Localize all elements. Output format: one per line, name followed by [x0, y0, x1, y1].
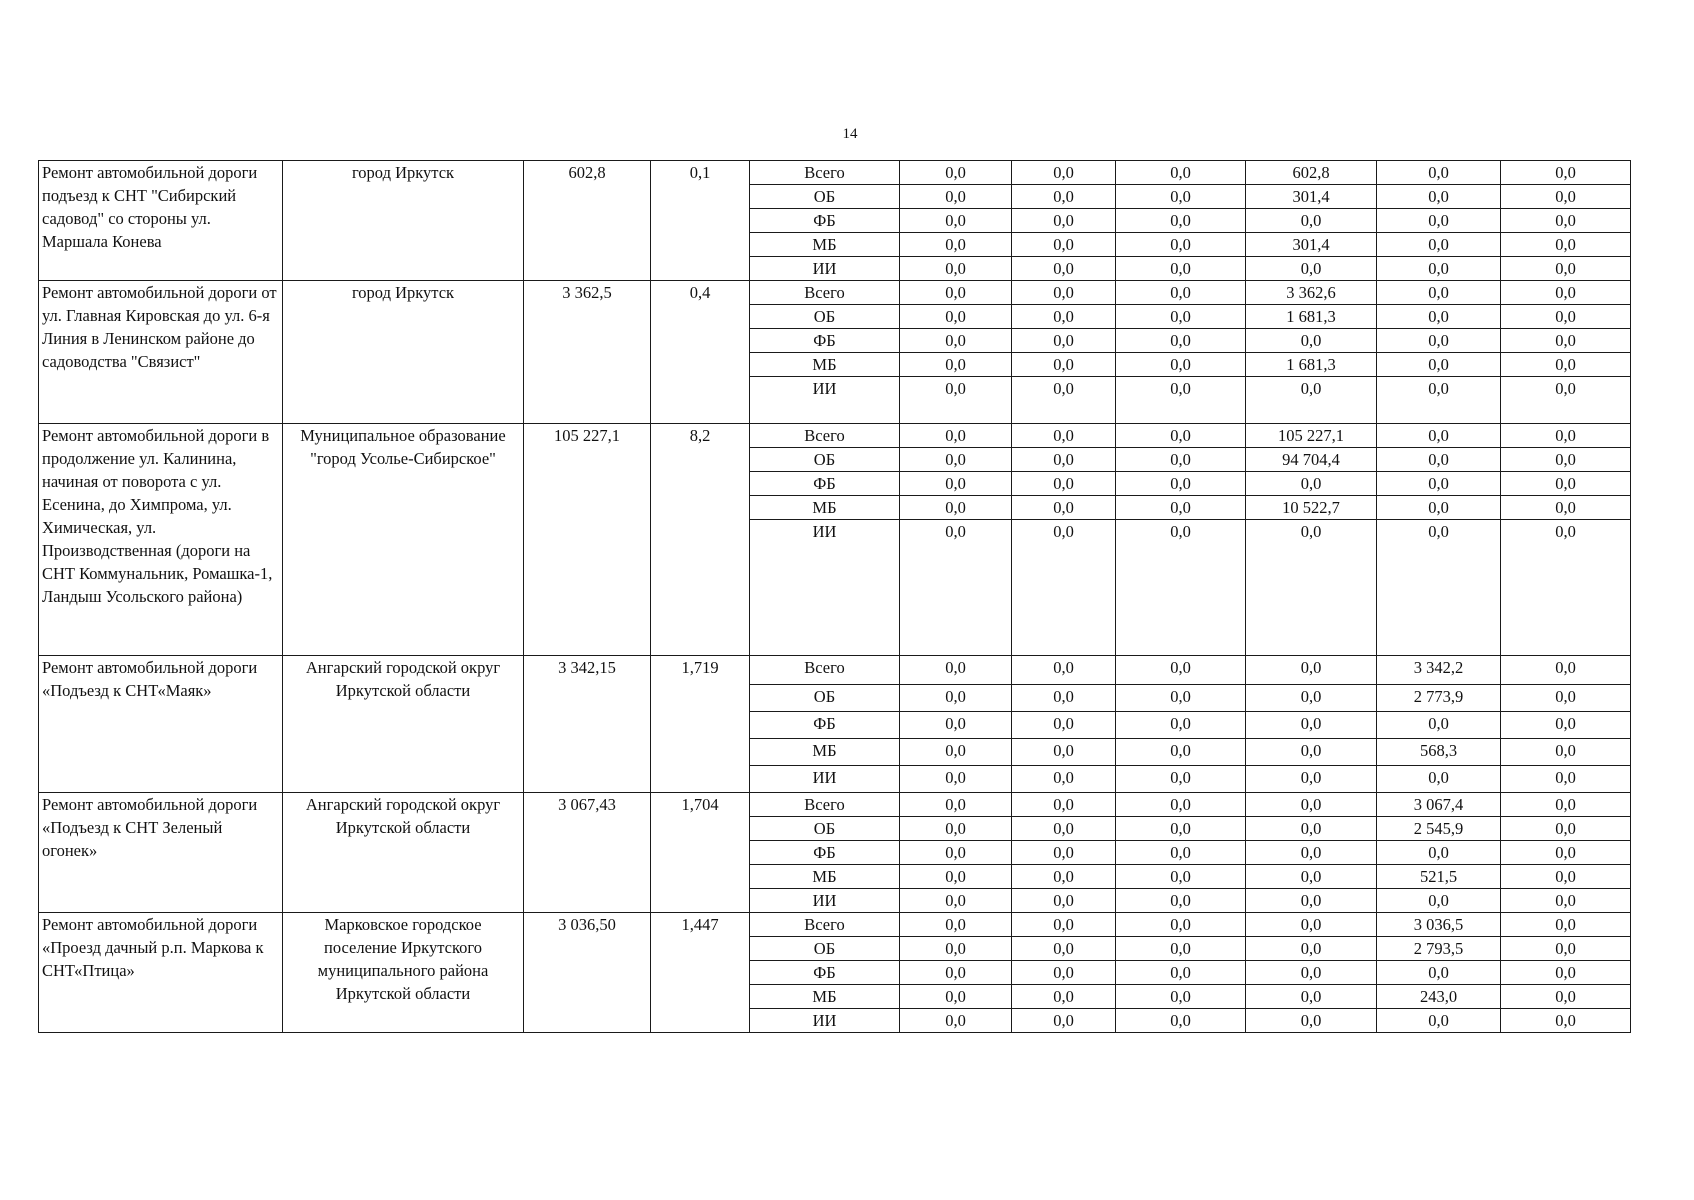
year-value-cell-2023: 0,0 — [1377, 329, 1501, 353]
year-value-cell-2023: 568,3 — [1377, 739, 1501, 766]
year-value-cell-2024: 0,0 — [1501, 161, 1631, 185]
year-value-cell-2022: 0,0 — [1246, 739, 1377, 766]
year-value-cell-2022: 0,0 — [1246, 712, 1377, 739]
year-value-cell-2024: 0,0 — [1501, 817, 1631, 841]
municipality-cell: город Иркутск — [283, 161, 524, 281]
year-value-cell-2020: 0,0 — [1012, 793, 1116, 817]
year-value-cell-2021: 0,0 — [1116, 712, 1246, 739]
funding-source-cell: МБ — [750, 353, 900, 377]
year-value-cell-2022: 0,0 — [1246, 913, 1377, 937]
year-value-cell-2024: 0,0 — [1501, 305, 1631, 329]
year-value-cell-2022: 0,0 — [1246, 766, 1377, 793]
year-value-cell-2019: 0,0 — [900, 817, 1012, 841]
year-value-cell-2022: 0,0 — [1246, 685, 1377, 712]
year-value-cell-2020: 0,0 — [1012, 889, 1116, 913]
year-value-cell-2023: 0,0 — [1377, 766, 1501, 793]
year-value-cell-2020: 0,0 — [1012, 841, 1116, 865]
year-value-cell-2022: 0,0 — [1246, 841, 1377, 865]
year-value-cell-2024: 0,0 — [1501, 377, 1631, 424]
year-value-cell-2024: 0,0 — [1501, 739, 1631, 766]
table-row — [39, 793, 1631, 817]
year-value-cell-2021: 0,0 — [1116, 448, 1246, 472]
length-cell: 1,704 — [651, 793, 750, 913]
year-value-cell-2022: 0,0 — [1246, 377, 1377, 424]
year-value-cell-2023: 3 342,2 — [1377, 656, 1501, 685]
year-value-cell-2024: 0,0 — [1501, 685, 1631, 712]
table-row — [39, 281, 1631, 305]
year-value-cell-2022: 94 704,4 — [1246, 448, 1377, 472]
year-value-cell-2022: 0,0 — [1246, 889, 1377, 913]
year-value-cell-2021: 0,0 — [1116, 329, 1246, 353]
funding-source-cell: ФБ — [750, 841, 900, 865]
year-value-cell-2022: 0,0 — [1246, 209, 1377, 233]
year-value-cell-2023: 0,0 — [1377, 889, 1501, 913]
year-value-cell-2020: 0,0 — [1012, 1009, 1116, 1033]
year-value-cell-2021: 0,0 — [1116, 865, 1246, 889]
year-value-cell-2019: 0,0 — [900, 1009, 1012, 1033]
year-value-cell-2023: 0,0 — [1377, 353, 1501, 377]
year-value-cell-2020: 0,0 — [1012, 233, 1116, 257]
year-value-cell-2020: 0,0 — [1012, 377, 1116, 424]
year-value-cell-2022: 0,0 — [1246, 329, 1377, 353]
year-value-cell-2021: 0,0 — [1116, 472, 1246, 496]
length-cell: 8,2 — [651, 424, 750, 656]
year-value-cell-2023: 0,0 — [1377, 281, 1501, 305]
year-value-cell-2019: 0,0 — [900, 353, 1012, 377]
year-value-cell-2020: 0,0 — [1012, 685, 1116, 712]
funding-source-cell: Всего — [750, 281, 900, 305]
year-value-cell-2022: 301,4 — [1246, 185, 1377, 209]
funding-source-cell: ФБ — [750, 209, 900, 233]
year-value-cell-2020: 0,0 — [1012, 281, 1116, 305]
project-name-cell: Ремонт автомобильной дороги «Проезд дачный р.п. Маркова к СНТ«Птица» — [39, 913, 283, 1033]
year-value-cell-2020: 0,0 — [1012, 257, 1116, 281]
year-value-cell-2019: 0,0 — [900, 793, 1012, 817]
year-value-cell-2020: 0,0 — [1012, 305, 1116, 329]
year-value-cell-2019: 0,0 — [900, 305, 1012, 329]
funding-source-cell: ОБ — [750, 185, 900, 209]
year-value-cell-2021: 0,0 — [1116, 496, 1246, 520]
funding-source-cell: МБ — [750, 985, 900, 1009]
year-value-cell-2020: 0,0 — [1012, 424, 1116, 448]
year-value-cell-2022: 0,0 — [1246, 1009, 1377, 1033]
year-value-cell-2021: 0,0 — [1116, 739, 1246, 766]
year-value-cell-2022: 0,0 — [1246, 257, 1377, 281]
year-value-cell-2024: 0,0 — [1501, 424, 1631, 448]
year-value-cell-2019: 0,0 — [900, 913, 1012, 937]
length-cell: 1,447 — [651, 913, 750, 1033]
year-value-cell-2021: 0,0 — [1116, 281, 1246, 305]
year-value-cell-2021: 0,0 — [1116, 985, 1246, 1009]
year-value-cell-2022: 0,0 — [1246, 472, 1377, 496]
funding-source-cell: Всего — [750, 424, 900, 448]
funding-source-cell: ИИ — [750, 257, 900, 281]
year-value-cell-2021: 0,0 — [1116, 209, 1246, 233]
page-number: 14 — [842, 126, 858, 142]
year-value-cell-2024: 0,0 — [1501, 889, 1631, 913]
year-value-cell-2021: 0,0 — [1116, 353, 1246, 377]
year-value-cell-2019: 0,0 — [900, 233, 1012, 257]
year-value-cell-2023: 0,0 — [1377, 185, 1501, 209]
cost-cell: 3 362,5 — [524, 281, 651, 424]
year-value-cell-2022: 3 362,6 — [1246, 281, 1377, 305]
year-value-cell-2019: 0,0 — [900, 865, 1012, 889]
funding-source-cell: Всего — [750, 656, 900, 685]
year-value-cell-2024: 0,0 — [1501, 841, 1631, 865]
year-value-cell-2022: 0,0 — [1246, 961, 1377, 985]
funding-source-cell: ИИ — [750, 377, 900, 424]
year-value-cell-2021: 0,0 — [1116, 257, 1246, 281]
year-value-cell-2023: 0,0 — [1377, 305, 1501, 329]
year-value-cell-2021: 0,0 — [1116, 377, 1246, 424]
year-value-cell-2023: 0,0 — [1377, 424, 1501, 448]
year-value-cell-2022: 0,0 — [1246, 817, 1377, 841]
funding-source-cell: Всего — [750, 913, 900, 937]
funding-source-cell: ИИ — [750, 1009, 900, 1033]
year-value-cell-2020: 0,0 — [1012, 520, 1116, 656]
year-value-cell-2024: 0,0 — [1501, 472, 1631, 496]
year-value-cell-2024: 0,0 — [1501, 1009, 1631, 1033]
year-value-cell-2019: 0,0 — [900, 424, 1012, 448]
year-value-cell-2024: 0,0 — [1501, 937, 1631, 961]
table-row — [39, 913, 1631, 937]
year-value-cell-2023: 3 067,4 — [1377, 793, 1501, 817]
year-value-cell-2021: 0,0 — [1116, 841, 1246, 865]
year-value-cell-2022: 0,0 — [1246, 985, 1377, 1009]
year-value-cell-2024: 0,0 — [1501, 353, 1631, 377]
year-value-cell-2023: 0,0 — [1377, 233, 1501, 257]
funding-table — [38, 160, 1631, 1033]
year-value-cell-2024: 0,0 — [1501, 329, 1631, 353]
year-value-cell-2021: 0,0 — [1116, 766, 1246, 793]
cost-cell: 602,8 — [524, 161, 651, 281]
funding-source-cell: ИИ — [750, 766, 900, 793]
funding-source-cell: ОБ — [750, 685, 900, 712]
year-value-cell-2024: 0,0 — [1501, 185, 1631, 209]
year-value-cell-2019: 0,0 — [900, 712, 1012, 739]
year-value-cell-2019: 0,0 — [900, 656, 1012, 685]
year-value-cell-2020: 0,0 — [1012, 329, 1116, 353]
year-value-cell-2021: 0,0 — [1116, 961, 1246, 985]
year-value-cell-2022: 0,0 — [1246, 793, 1377, 817]
year-value-cell-2020: 0,0 — [1012, 185, 1116, 209]
year-value-cell-2023: 0,0 — [1377, 448, 1501, 472]
year-value-cell-2023: 2 793,5 — [1377, 937, 1501, 961]
year-value-cell-2022: 0,0 — [1246, 520, 1377, 656]
year-value-cell-2021: 0,0 — [1116, 185, 1246, 209]
length-cell: 0,4 — [651, 281, 750, 424]
funding-source-cell: ФБ — [750, 712, 900, 739]
year-value-cell-2019: 0,0 — [900, 841, 1012, 865]
year-value-cell-2022: 1 681,3 — [1246, 353, 1377, 377]
year-value-cell-2019: 0,0 — [900, 281, 1012, 305]
year-value-cell-2020: 0,0 — [1012, 739, 1116, 766]
funding-source-cell: МБ — [750, 233, 900, 257]
table-row — [39, 424, 1631, 448]
year-value-cell-2024: 0,0 — [1501, 209, 1631, 233]
year-value-cell-2020: 0,0 — [1012, 161, 1116, 185]
year-value-cell-2021: 0,0 — [1116, 305, 1246, 329]
municipality-cell: Марковское городское поселение Иркутского муниципального района Иркутской области — [283, 913, 524, 1033]
cost-cell: 3 342,15 — [524, 656, 651, 793]
year-value-cell-2019: 0,0 — [900, 985, 1012, 1009]
year-value-cell-2020: 0,0 — [1012, 817, 1116, 841]
cost-cell: 105 227,1 — [524, 424, 651, 656]
year-value-cell-2023: 0,0 — [1377, 1009, 1501, 1033]
year-value-cell-2019: 0,0 — [900, 377, 1012, 424]
year-value-cell-2020: 0,0 — [1012, 766, 1116, 793]
funding-source-cell: ФБ — [750, 329, 900, 353]
year-value-cell-2024: 0,0 — [1501, 793, 1631, 817]
funding-source-cell: ОБ — [750, 817, 900, 841]
year-value-cell-2023: 0,0 — [1377, 841, 1501, 865]
year-value-cell-2024: 0,0 — [1501, 913, 1631, 937]
year-value-cell-2023: 0,0 — [1377, 472, 1501, 496]
year-value-cell-2019: 0,0 — [900, 766, 1012, 793]
year-value-cell-2020: 0,0 — [1012, 496, 1116, 520]
table-row — [39, 656, 1631, 685]
year-value-cell-2020: 0,0 — [1012, 656, 1116, 685]
year-value-cell-2023: 521,5 — [1377, 865, 1501, 889]
year-value-cell-2021: 0,0 — [1116, 656, 1246, 685]
funding-source-cell: Всего — [750, 793, 900, 817]
project-name-cell: Ремонт автомобильной дороги «Подъезд к СНТ Зеленый огонек» — [39, 793, 283, 913]
year-value-cell-2024: 0,0 — [1501, 520, 1631, 656]
year-value-cell-2024: 0,0 — [1501, 496, 1631, 520]
year-value-cell-2019: 0,0 — [900, 520, 1012, 656]
year-value-cell-2022: 301,4 — [1246, 233, 1377, 257]
year-value-cell-2020: 0,0 — [1012, 865, 1116, 889]
table-row — [39, 161, 1631, 185]
year-value-cell-2019: 0,0 — [900, 329, 1012, 353]
year-value-cell-2024: 0,0 — [1501, 656, 1631, 685]
year-value-cell-2019: 0,0 — [900, 496, 1012, 520]
funding-source-cell: МБ — [750, 865, 900, 889]
year-value-cell-2023: 0,0 — [1377, 961, 1501, 985]
year-value-cell-2019: 0,0 — [900, 961, 1012, 985]
year-value-cell-2019: 0,0 — [900, 937, 1012, 961]
year-value-cell-2021: 0,0 — [1116, 1009, 1246, 1033]
year-value-cell-2023: 0,0 — [1377, 161, 1501, 185]
year-value-cell-2019: 0,0 — [900, 209, 1012, 233]
year-value-cell-2024: 0,0 — [1501, 448, 1631, 472]
project-name-cell: Ремонт автомобильной дороги «Подъезд к СНТ«Маяк» — [39, 656, 283, 793]
length-cell: 0,1 — [651, 161, 750, 281]
year-value-cell-2021: 0,0 — [1116, 424, 1246, 448]
year-value-cell-2024: 0,0 — [1501, 257, 1631, 281]
municipality-cell: Ангарский городской округ Иркутской области — [283, 793, 524, 913]
cost-cell: 3 067,43 — [524, 793, 651, 913]
year-value-cell-2023: 0,0 — [1377, 520, 1501, 656]
project-name-cell: Ремонт автомобильной дороги подъезд к СНТ "Сибирский садовод" со стороны ул. Маршала Конева — [39, 161, 283, 281]
year-value-cell-2020: 0,0 — [1012, 961, 1116, 985]
cost-cell: 3 036,50 — [524, 913, 651, 1033]
project-name-cell: Ремонт автомобильной дороги в продолжение ул. Калинина, начиная от поворота с ул. Есенина, до Химпрома, ул. Химическая, ул. Производственная (дороги на СНТ Коммунальник, Ромашка-1, Ландыш Усольского района) — [39, 424, 283, 656]
year-value-cell-2021: 0,0 — [1116, 937, 1246, 961]
year-value-cell-2019: 0,0 — [900, 257, 1012, 281]
year-value-cell-2021: 0,0 — [1116, 793, 1246, 817]
year-value-cell-2023: 0,0 — [1377, 209, 1501, 233]
year-value-cell-2020: 0,0 — [1012, 913, 1116, 937]
year-value-cell-2021: 0,0 — [1116, 520, 1246, 656]
year-value-cell-2020: 0,0 — [1012, 353, 1116, 377]
year-value-cell-2020: 0,0 — [1012, 937, 1116, 961]
year-value-cell-2021: 0,0 — [1116, 913, 1246, 937]
funding-source-cell: ОБ — [750, 305, 900, 329]
table-body — [39, 161, 1631, 1033]
year-value-cell-2022: 1 681,3 — [1246, 305, 1377, 329]
year-value-cell-2020: 0,0 — [1012, 209, 1116, 233]
year-value-cell-2023: 2 773,9 — [1377, 685, 1501, 712]
year-value-cell-2024: 0,0 — [1501, 281, 1631, 305]
year-value-cell-2022: 0,0 — [1246, 656, 1377, 685]
year-value-cell-2022: 10 522,7 — [1246, 496, 1377, 520]
year-value-cell-2019: 0,0 — [900, 448, 1012, 472]
year-value-cell-2021: 0,0 — [1116, 685, 1246, 712]
year-value-cell-2022: 105 227,1 — [1246, 424, 1377, 448]
length-cell: 1,719 — [651, 656, 750, 793]
year-value-cell-2023: 3 036,5 — [1377, 913, 1501, 937]
year-value-cell-2023: 243,0 — [1377, 985, 1501, 1009]
year-value-cell-2021: 0,0 — [1116, 233, 1246, 257]
funding-source-cell: ФБ — [750, 472, 900, 496]
year-value-cell-2019: 0,0 — [900, 185, 1012, 209]
year-value-cell-2021: 0,0 — [1116, 889, 1246, 913]
year-value-cell-2019: 0,0 — [900, 472, 1012, 496]
year-value-cell-2020: 0,0 — [1012, 985, 1116, 1009]
municipality-cell: город Иркутск — [283, 281, 524, 424]
year-value-cell-2021: 0,0 — [1116, 817, 1246, 841]
year-value-cell-2024: 0,0 — [1501, 865, 1631, 889]
year-value-cell-2023: 0,0 — [1377, 496, 1501, 520]
year-value-cell-2020: 0,0 — [1012, 712, 1116, 739]
year-value-cell-2024: 0,0 — [1501, 712, 1631, 739]
year-value-cell-2024: 0,0 — [1501, 766, 1631, 793]
year-value-cell-2019: 0,0 — [900, 739, 1012, 766]
funding-source-cell: ИИ — [750, 520, 900, 656]
funding-source-cell: ФБ — [750, 961, 900, 985]
year-value-cell-2019: 0,0 — [900, 685, 1012, 712]
year-value-cell-2021: 0,0 — [1116, 161, 1246, 185]
year-value-cell-2024: 0,0 — [1501, 233, 1631, 257]
year-value-cell-2024: 0,0 — [1501, 961, 1631, 985]
funding-source-cell: ОБ — [750, 937, 900, 961]
year-value-cell-2019: 0,0 — [900, 161, 1012, 185]
year-value-cell-2023: 0,0 — [1377, 377, 1501, 424]
funding-source-cell: ИИ — [750, 889, 900, 913]
project-name-cell: Ремонт автомобильной дороги от ул. Главная Кировская до ул. 6-я Линия в Ленинском районе до садоводства "Связист" — [39, 281, 283, 424]
year-value-cell-2024: 0,0 — [1501, 985, 1631, 1009]
funding-source-cell: Всего — [750, 161, 900, 185]
funding-source-cell: ОБ — [750, 448, 900, 472]
year-value-cell-2020: 0,0 — [1012, 448, 1116, 472]
funding-source-cell: МБ — [750, 496, 900, 520]
year-value-cell-2023: 0,0 — [1377, 712, 1501, 739]
year-value-cell-2022: 0,0 — [1246, 865, 1377, 889]
municipality-cell: Ангарский городской округ Иркутской области — [283, 656, 524, 793]
municipality-cell: Муниципальное образование "город Усолье-Сибирское" — [283, 424, 524, 656]
year-value-cell-2023: 0,0 — [1377, 257, 1501, 281]
year-value-cell-2019: 0,0 — [900, 889, 1012, 913]
year-value-cell-2020: 0,0 — [1012, 472, 1116, 496]
funding-source-cell: МБ — [750, 739, 900, 766]
year-value-cell-2023: 2 545,9 — [1377, 817, 1501, 841]
year-value-cell-2022: 602,8 — [1246, 161, 1377, 185]
year-value-cell-2022: 0,0 — [1246, 937, 1377, 961]
